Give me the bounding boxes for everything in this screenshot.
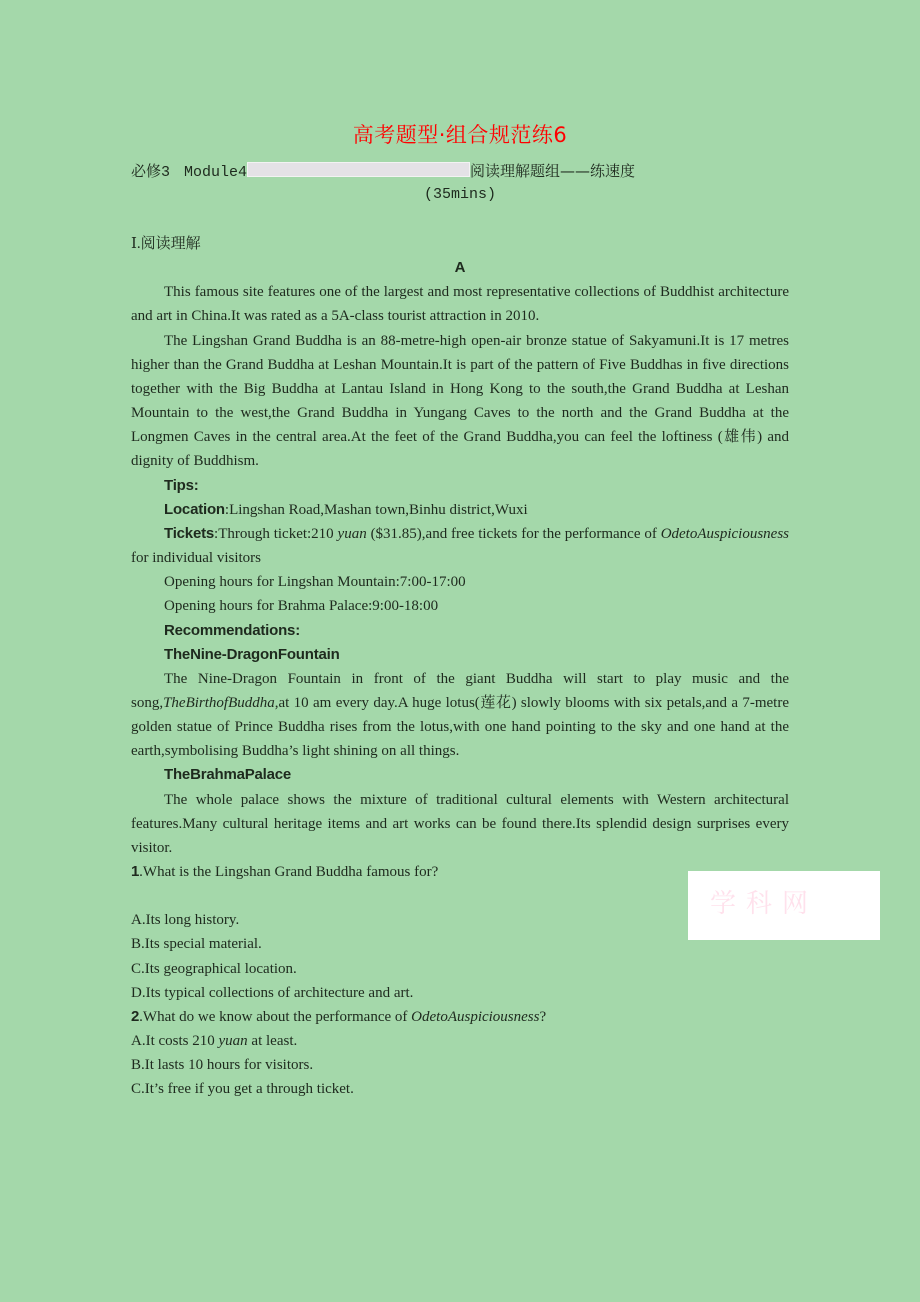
question-2-option-c: C.It’s free if you get a through ticket. — [131, 1081, 354, 1098]
subtitle-suffix: 阅读理解题组——练速度 — [470, 162, 636, 180]
palace-paragraph: The whole palace shows the mixture of traditional cultural elements with Western architectural features.Many cultural heritage items and art works can be found there.Its splendid design surprises every visitor. — [131, 791, 789, 856]
watermark-text: 学科网 — [710, 889, 819, 919]
hours-palace: Opening hours for Brahma Palace:9:00-18:00 — [164, 598, 439, 615]
duration-label: (35mins) — [423, 186, 496, 203]
document-content — [131, 232, 789, 1101]
question-1-option-a: A.Its long history. — [131, 912, 240, 929]
question-2-number: 2 — [131, 1007, 140, 1025]
tickets-label: Tickets — [164, 524, 215, 542]
question-1-stem: .What is the Lingshan Grand Buddha famous for? — [139, 864, 439, 881]
palace-heading: TheBrahmaPalace — [164, 766, 292, 784]
tips-label: Tips: — [164, 476, 199, 494]
location-label: Location — [164, 500, 225, 518]
section-heading: Ⅰ.阅读理解 — [131, 236, 201, 252]
question-2-option-a: A.It costs 210 yuan at least. — [131, 1033, 298, 1049]
question-1-option-d: D.Its typical collections of architecture and art. — [131, 984, 414, 1001]
recommendations-label: Recommendations: — [164, 621, 300, 639]
subtitle-module: Module4 — [184, 164, 248, 181]
passage-paragraph-1: This famous site features one of the largest and most representative collections of Buddhist architecture and art in China.It was rated as a 5A-class tourist attraction in 2010. — [131, 284, 789, 325]
tips-location — [131, 498, 789, 522]
question-1-number: 1 — [131, 863, 140, 881]
question-1-option-c: C.Its geographical location. — [131, 960, 297, 977]
tips-tickets: Tickets:Through ticket:210 yuan ($31.85),and free tickets for the performance of OdetoAuspiciousness for individual visitors — [131, 524, 790, 567]
question-2: 2.What do we know about the performance of OdetoAuspiciousness? — [131, 1007, 547, 1025]
document-title: 高考题型·组合规范练6 — [352, 123, 568, 147]
watermark-overlay — [688, 871, 880, 940]
subtitle-prefix: 必修3 — [131, 164, 171, 181]
fountain-paragraph: The Nine-Dragon Fountain in front of the giant Buddha will start to play music and the song,TheBirthofBuddha,at 10 am every day.A huge lotus(莲花) slowly blooms with six petals,and a 7-metre golden statue of Prince Buddha rises from the lotus,with one hand pointing to the sky and one hand at the earth,symbolising Buddha’s light shining on all things. — [131, 670, 789, 760]
document-subtitle — [131, 160, 635, 184]
passage-paragraph-2: The Lingshan Grand Buddha is an 88-metre-high open-air bronze statue of Sakyamuni.It is 17 metres higher than the Grand Buddha at Leshan Mountain.It is part of the pattern of Five Buddhas in five directions together with the Big Buddha at Lantau Island in Hong Kong to the south,the Grand Buddha at Leshan Mountain to the west,the Grand Buddha in Yungang Caves to the north and the Grand Buddha at the Longmen Caves in the central area.At the feet of the Grand Buddha,you can feel the loftiness (雄伟) and dignity of Buddhism. — [131, 332, 789, 470]
redacted-bar — [247, 162, 470, 177]
song-title: TheBirthofBuddha — [163, 694, 275, 711]
fountain-heading: TheNine-DragonFountain — [164, 645, 340, 663]
question-1-option-b: B.Its special material. — [131, 936, 262, 953]
hours-mountain: Opening hours for Lingshan Mountain:7:00-17:00 — [164, 574, 466, 591]
question-2-option-b: B.It lasts 10 hours for visitors. — [131, 1057, 314, 1074]
location-value: :Lingshan Road,Mashan town,Binhu district,Wuxi — [224, 501, 528, 518]
performance-title: OdetoAuspiciousness — [660, 525, 790, 542]
passage-label: A — [454, 259, 466, 277]
